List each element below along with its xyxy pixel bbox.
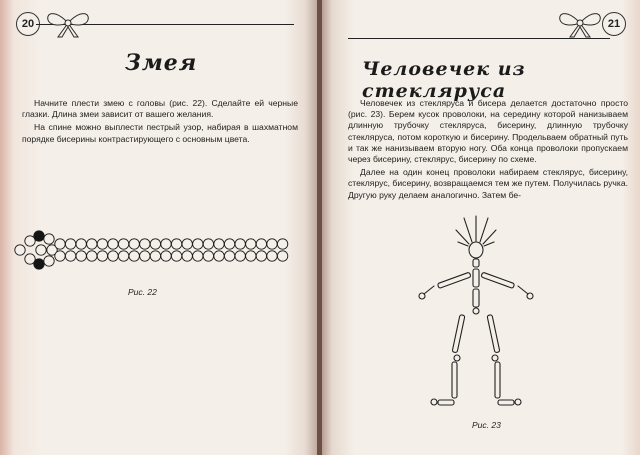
page-title-left: Змея <box>125 50 198 76</box>
bead <box>65 239 75 249</box>
left-leg-tube <box>452 315 465 353</box>
bead <box>44 234 54 244</box>
bead <box>118 251 128 261</box>
bead <box>235 239 245 249</box>
bead <box>36 245 46 255</box>
bead <box>140 239 150 249</box>
bead <box>76 251 86 261</box>
left-knee-bead <box>454 355 460 361</box>
bead <box>203 251 213 261</box>
right-arm-tube <box>481 272 515 288</box>
bead <box>277 251 287 261</box>
paragraph: Далее на один конец проволоки набираем стеклярус, бисерину, стеклярус, бисерину, возвращаемся тем же путем. Получилась ручка. Другую руку делаем аналогично. Затем бе- <box>348 167 628 200</box>
bead <box>161 251 171 261</box>
page-number-left: 20 <box>16 12 40 36</box>
bead <box>76 239 86 249</box>
bead <box>171 239 181 249</box>
bead <box>129 251 139 261</box>
bead <box>171 251 181 261</box>
bead <box>214 251 224 261</box>
body-tube <box>473 269 479 287</box>
bead <box>150 239 160 249</box>
bead <box>235 251 245 261</box>
right-forearm <box>518 286 528 294</box>
bead <box>193 239 203 249</box>
bead <box>246 239 256 249</box>
bead <box>87 239 97 249</box>
right-page <box>322 0 640 455</box>
left-toe-bead <box>431 399 437 405</box>
neck-bead <box>473 259 479 267</box>
bead <box>267 239 277 249</box>
hair-strand <box>464 218 472 242</box>
bead <box>246 251 256 261</box>
bead <box>118 239 128 249</box>
bead <box>108 239 118 249</box>
beaded-figure-diagram <box>414 212 544 417</box>
eye-bead <box>34 259 44 269</box>
bead <box>55 251 65 261</box>
body-tube <box>473 289 479 307</box>
bead <box>97 239 107 249</box>
bead <box>44 256 54 266</box>
bead <box>150 251 160 261</box>
left-foot-tube <box>438 400 454 405</box>
bead <box>140 251 150 261</box>
bead <box>267 251 277 261</box>
paragraph: На спине можно выплести пестрый узор, набирая в шахматном порядке бисерины контрастирующего с основным цвета. <box>22 122 298 144</box>
right-leg-tube <box>487 315 500 353</box>
page-number-right: 21 <box>602 12 626 36</box>
bead <box>214 239 224 249</box>
left-shin-tube <box>452 362 457 398</box>
bead <box>55 239 65 249</box>
figure-caption-left: Рис. 22 <box>128 287 157 297</box>
left-arm-tube <box>437 272 471 288</box>
right-knee-bead <box>492 355 498 361</box>
bead <box>129 239 139 249</box>
bead <box>161 239 171 249</box>
bow-ornament-icon <box>552 6 608 40</box>
bead <box>256 239 266 249</box>
left-page <box>0 0 318 455</box>
bead <box>87 251 97 261</box>
bead <box>203 239 213 249</box>
bow-ornament-icon <box>40 6 96 40</box>
paragraph: Начните плести змею с головы (рис. 22). Сделайте ей черные глазки. Длина змеи зависит от вашего желания. <box>22 98 298 120</box>
paragraph: Человечек из стекляруса и бисера делается достаточно просто (рис. 23). Берем кусок проволоки, на середину которой нанизываем длинную трубочку стекляруса, бисерину, длинную трубочку стекляруса, потом короткую и бисерину. Продельваем обратный путь и так же нанизываем вторую ногу. Оба конца проволоки пропускаем через бисерину, стеклярус, бисерину по схеме. <box>348 98 628 165</box>
hip-bead <box>473 308 479 314</box>
bead <box>224 239 234 249</box>
left-forearm <box>424 286 434 294</box>
right-foot-tube <box>498 400 514 405</box>
body-text-right <box>348 98 628 203</box>
bead <box>256 251 266 261</box>
bead <box>193 251 203 261</box>
bead <box>108 251 118 261</box>
right-shin-tube <box>495 362 500 398</box>
bead <box>97 251 107 261</box>
hair-strand <box>480 218 488 242</box>
hair-strand <box>458 242 468 246</box>
page-title-right: Человечек из стекляруса <box>362 58 526 102</box>
bead <box>277 239 287 249</box>
figure-caption-right: Рис. 23 <box>472 420 501 430</box>
bead <box>182 251 192 261</box>
right-toe-bead <box>515 399 521 405</box>
head-bead <box>469 242 483 258</box>
body-text-left <box>22 98 298 147</box>
bead <box>182 239 192 249</box>
hair-strand <box>484 242 494 246</box>
bead <box>224 251 234 261</box>
bead <box>15 245 25 255</box>
eye-bead <box>34 231 44 241</box>
snake-diagram <box>8 230 298 270</box>
bead <box>65 251 75 261</box>
